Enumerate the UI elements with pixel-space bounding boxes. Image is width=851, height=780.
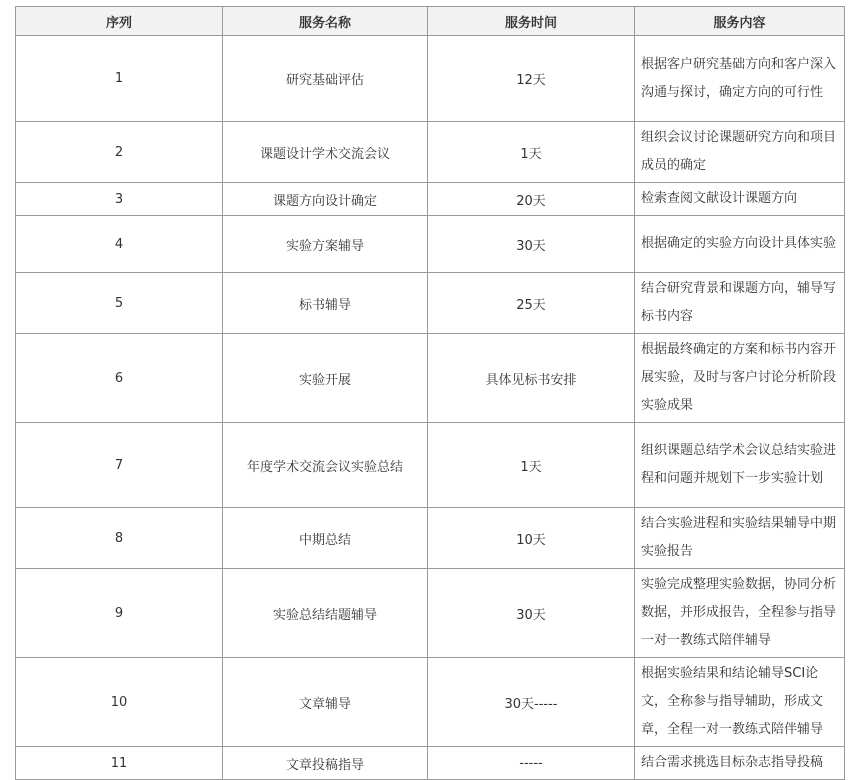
row-service-content: 结合需求挑选目标杂志指导投稿	[635, 747, 845, 780]
row-index: 8	[16, 508, 223, 569]
header-service-time: 服务时间	[428, 7, 635, 36]
row-service-content: 根据最终确定的方案和标书内容开展实验，及时与客户讨论分析阶段实验成果	[635, 334, 845, 423]
row-index: 6	[16, 334, 223, 423]
table-row	[16, 747, 845, 780]
table-row	[16, 36, 845, 122]
table-row	[16, 508, 845, 569]
row-service-name: 年度学术交流会议实验总结	[223, 423, 428, 508]
header-index: 序列	[16, 7, 223, 36]
row-service-name: 文章辅导	[223, 658, 428, 747]
row-service-time: 30天	[428, 569, 635, 658]
row-service-name: 实验开展	[223, 334, 428, 423]
row-service-time: 1天	[428, 423, 635, 508]
row-service-time: 25天	[428, 273, 635, 334]
row-service-name: 研究基础评估	[223, 36, 428, 122]
table-row	[16, 216, 845, 273]
table-row	[16, 273, 845, 334]
row-index: 9	[16, 569, 223, 658]
row-service-time: 20天	[428, 183, 635, 216]
row-service-content: 结合研究背景和课题方向，辅导写标书内容	[635, 273, 845, 334]
row-service-content: 结合实验进程和实验结果辅导中期实验报告	[635, 508, 845, 569]
row-service-name: 实验方案辅导	[223, 216, 428, 273]
service-table	[15, 6, 845, 780]
row-service-time: 30天-----	[428, 658, 635, 747]
table-body	[16, 36, 845, 780]
row-service-name: 课题方向设计确定	[223, 183, 428, 216]
table-header	[16, 7, 845, 36]
table-row	[16, 423, 845, 508]
row-service-name: 实验总结结题辅导	[223, 569, 428, 658]
row-index: 7	[16, 423, 223, 508]
row-index: 2	[16, 122, 223, 183]
table-row	[16, 334, 845, 423]
row-service-name: 标书辅导	[223, 273, 428, 334]
row-index: 4	[16, 216, 223, 273]
row-service-time: 10天	[428, 508, 635, 569]
table-row	[16, 658, 845, 747]
row-index: 11	[16, 747, 223, 780]
row-service-time: 1天	[428, 122, 635, 183]
row-service-content: 检索查阅文献设计课题方向	[635, 183, 845, 216]
header-service-content: 服务内容	[635, 7, 845, 36]
row-service-name: 课题设计学术交流会议	[223, 122, 428, 183]
row-service-content: 根据确定的实验方向设计具体实验	[635, 216, 845, 273]
table-row	[16, 183, 845, 216]
table-row	[16, 569, 845, 658]
table-row	[16, 122, 845, 183]
row-service-content: 实验完成整理实验数据，协同分析数据，并形成报告，全程参与指导一对一教练式陪伴辅导	[635, 569, 845, 658]
row-service-content: 组织会议讨论课题研究方向和项目成员的确定	[635, 122, 845, 183]
row-service-content: 组织课题总结学术会议总结实验进程和问题并规划下一步实验计划	[635, 423, 845, 508]
row-index: 3	[16, 183, 223, 216]
row-index: 10	[16, 658, 223, 747]
row-service-name: 文章投稿指导	[223, 747, 428, 780]
row-service-time: 12天	[428, 36, 635, 122]
header-row	[16, 7, 845, 36]
row-service-time: 具体见标书安排	[428, 334, 635, 423]
row-service-content: 根据实验结果和结论辅导SCI论文，全称参与指导辅助，形成文章，全程一对一教练式陪伴辅导	[635, 658, 845, 747]
row-service-time: 30天	[428, 216, 635, 273]
service-table-wrapper	[15, 6, 845, 780]
row-index: 5	[16, 273, 223, 334]
row-service-content: 根据客户研究基础方向和客户深入沟通与探讨，确定方向的可行性	[635, 36, 845, 122]
row-index: 1	[16, 36, 223, 122]
header-service-name: 服务名称	[223, 7, 428, 36]
row-service-name: 中期总结	[223, 508, 428, 569]
row-service-time: -----	[428, 747, 635, 780]
